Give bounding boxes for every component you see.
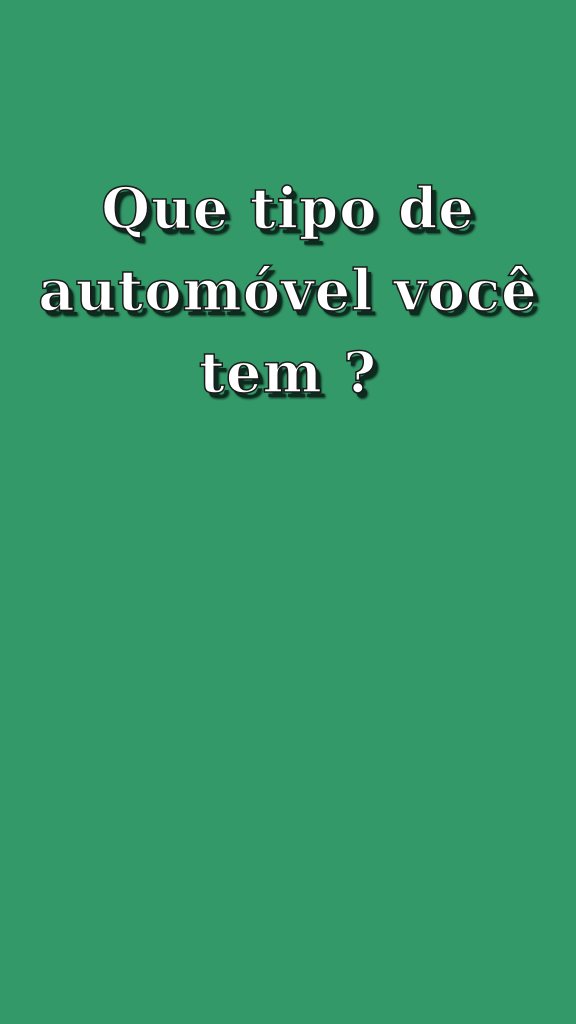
question-line-1: Que tipo de bbox=[101, 176, 475, 242]
question-line-3: tem ? bbox=[198, 340, 378, 406]
question-heading bbox=[18, 168, 558, 414]
question-line-2: automóvel você bbox=[38, 258, 538, 324]
